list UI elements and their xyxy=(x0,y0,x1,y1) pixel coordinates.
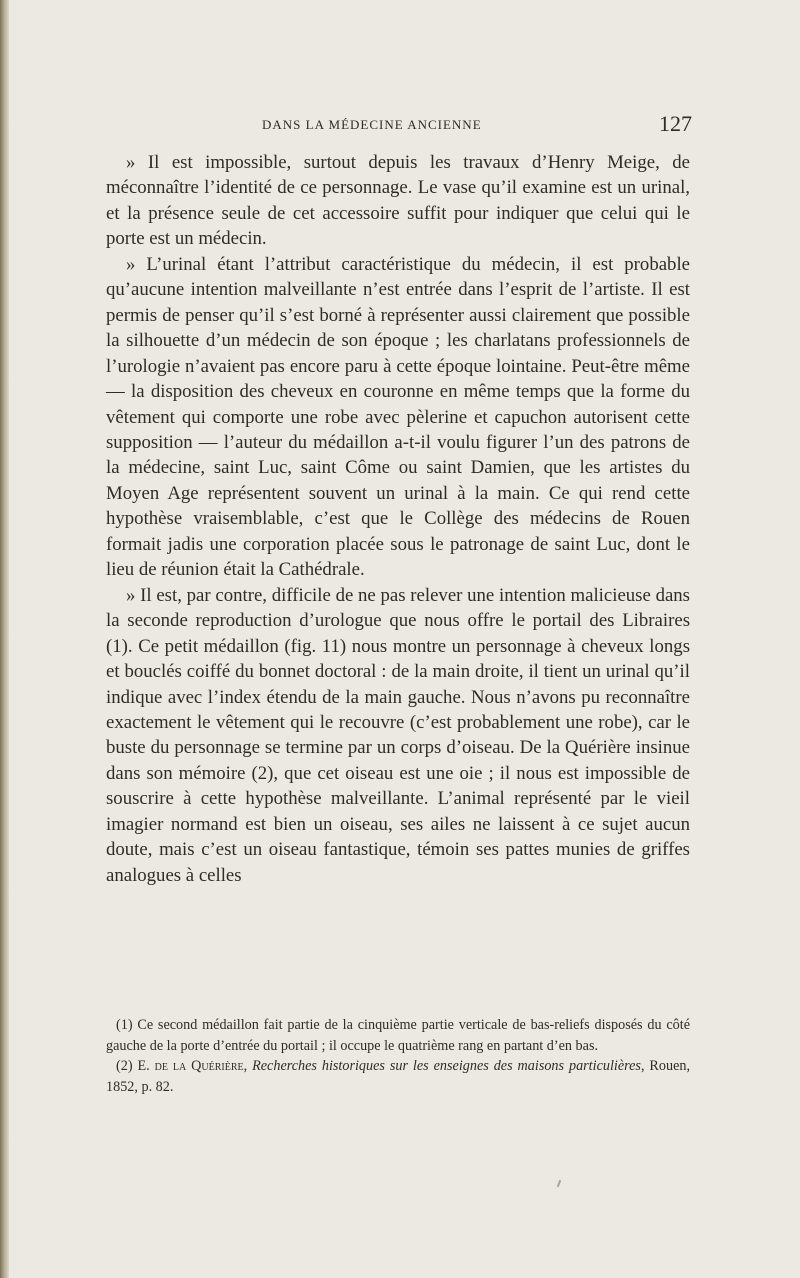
footnote-2-suffix: , Rouen, 1852, p. 82. xyxy=(106,1058,691,1095)
binding-edge xyxy=(0,0,9,1278)
running-head xyxy=(262,111,692,141)
paragraph: » Il est impossible, surtout depuis les travaux d’Henry Meige, de méconnaître l’identité de ce personnage. Le vase qu’il examine est un urinal, et la présence seule de cet accessoire suffit pour indiquer que celui qui le porte est un médecin. xyxy=(106,152,690,250)
page-number: 127 xyxy=(659,111,692,136)
footnote-2: (2) E. de la Quérière, Recherches historiques sur les enseignes des maisons particulières, Rouen, 1852, p. 82. xyxy=(106,1058,691,1095)
footnote-2-author: de la Quérière xyxy=(154,1058,244,1074)
footnote-1: (1) Ce second médaillon fait partie de la cinquième partie verticale de bas-reliefs disposés du côté gauche de la porte d’entrée du portail ; il occupe le quatrième rang en partant d’en bas. xyxy=(106,1017,690,1054)
paper-speck xyxy=(557,1180,561,1187)
footnote-2-prefix: (2) E. xyxy=(116,1058,150,1074)
footnotes xyxy=(106,1015,690,1097)
paragraph: » L’urinal étant l’attribut caractéristique du médecin, il est probable qu’aucune intention malveillante n’est entrée dans l’esprit de l’artiste. Il est permis de penser qu’il s’est borné à représenter aussi clairement que possible la silhouette d’un médecin de son époque ; les charlatans professionnels de l’urologie n’avaient pas encore paru à cette époque lointaine. Peut-être même — la disposition des cheveux en couronne en même temps que la forme du vêtement qui comporte une robe avec pèlerine et capuchon autorisent cette supposition — l’auteur du médaillon a-t-il voulu figurer l’un des patrons de la médecine, saint Luc, saint Côme ou saint Damien, que les artistes du Moyen Age représentent souvent un urinal à la main. Ce qui rend cette hypothèse vraisemblable, c’est que le Collège des médecins de Rouen formait jadis une corporation placée sous le patronage de saint Luc, dont le lieu de réunion était la Cathédrale. xyxy=(106,253,690,581)
footnote-2-title: Recherches historiques sur les enseignes des maisons particulières xyxy=(252,1058,641,1074)
body-text xyxy=(106,150,690,888)
running-title: DANS LA MÉDECINE ANCIENNE xyxy=(262,117,482,132)
paragraph: » Il est, par contre, difficile de ne pas relever une intention malicieuse dans la seconde reproduction d’urologue que nous offre le portail des Libraires (1). Ce petit médaillon (fig. 11) nous montre un personnage à cheveux longs et bouclés coiffé du bonnet doctoral : de la main droite, il tient un urinal qu’il indique avec l’index étendu de la main gauche. Nous n’avons pu reconnaître exactement le vêtement qui le recouvre (c’est probablement une robe), car le buste du personnage se termine par un corps d’oiseau. De la Quérière insinue dans son mémoire (2), que cet oiseau est une oie ; il nous est impossible de souscrire à cette hypothèse malveillante. L’animal représenté par le vieil imagier normand est bien un oiseau, ses ailes ne laissent à ce sujet aucun doute, mais c’est un oiseau fantastique, témoin ses pattes munies de griffes analogues à celles xyxy=(106,584,690,886)
